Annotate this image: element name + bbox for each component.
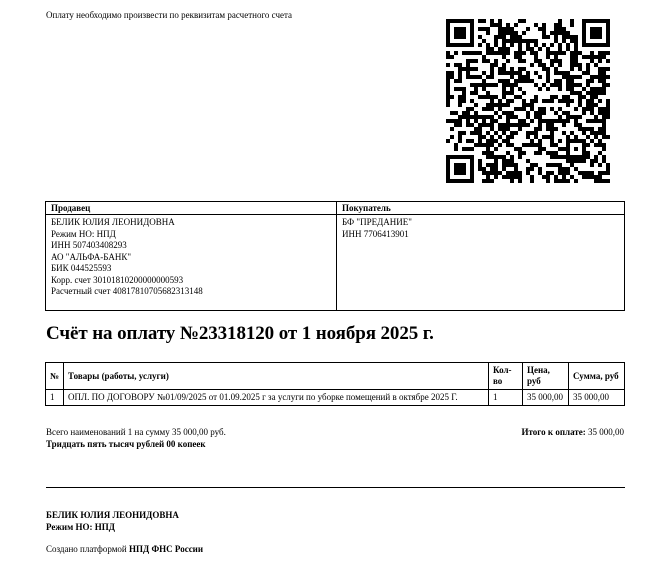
row-item-name: ОПЛ. ПО ДОГОВОРУ №01/09/2025 от 01.09.2025 г за услуги по уборке помещений в октябре 2025 Г. xyxy=(64,390,489,406)
row-number: 1 xyxy=(46,390,64,406)
seller-details xyxy=(46,215,337,311)
signature-divider xyxy=(46,487,625,488)
column-header-quantity: Кол-во xyxy=(489,363,523,390)
created-by-footer xyxy=(46,544,203,554)
items-table xyxy=(45,362,625,406)
seller-bank: АО "АЛЬФА-БАНК" xyxy=(51,251,132,262)
column-header-sum: Сумма, руб xyxy=(569,363,625,390)
footer-platform: НПД ФНС России xyxy=(129,544,204,554)
seller-bik: БИК 044525593 xyxy=(51,263,112,273)
column-header-number: № xyxy=(46,363,64,390)
seller-signature xyxy=(46,509,179,533)
signature-name: БЕЛИК ЮЛИЯ ЛЕОНИДОВНА xyxy=(46,510,179,520)
seller-account: Расчетный счет 40817810705682313148 xyxy=(51,286,203,296)
seller-name: БЕЛИК ЮЛИЯ ЛЕОНИДОВНА xyxy=(51,217,175,227)
row-sum: 35 000,00 xyxy=(569,390,625,406)
table-row xyxy=(46,390,625,406)
column-header-price: Цена, руб xyxy=(523,363,569,390)
invoice-title: Счёт на оплату №23318120 от 1 ноября 2025 г. xyxy=(46,323,434,344)
total-to-pay-label: Итого к оплате: xyxy=(521,427,586,437)
qr-code xyxy=(446,18,610,184)
row-quantity: 1 xyxy=(489,390,523,406)
buyer-details xyxy=(337,215,625,311)
signature-regime: Режим НО: НПД xyxy=(46,522,115,532)
total-to-pay xyxy=(521,427,624,437)
seller-inn: ИНН 507403408293 xyxy=(51,240,127,250)
parties-table xyxy=(45,201,625,311)
buyer-inn: ИНН 7706413901 xyxy=(342,228,409,239)
column-header-goods: Товары (работы, услуги) xyxy=(64,363,489,390)
row-price: 35 000,00 xyxy=(523,390,569,406)
buyer-header: Покупатель xyxy=(337,202,625,215)
total-count-text: Всего наименований 1 на сумму 35 000,00 руб. xyxy=(46,427,226,437)
total-in-words: Тридцать пять тысяч рублей 00 копеек xyxy=(46,439,206,449)
total-to-pay-value: 35 000,00 xyxy=(588,427,624,437)
seller-corr-account: Корр. счет 30101810200000000593 xyxy=(51,274,184,285)
footer-prefix: Создано платформой xyxy=(46,544,127,554)
seller-header: Продавец xyxy=(46,202,337,215)
payment-notice: Оплату необходимо произвести по реквизитам расчетного счета xyxy=(46,10,293,20)
buyer-name: БФ "ПРЕДАНИЕ" xyxy=(342,217,412,227)
seller-regime: Режим НО: НПД xyxy=(51,228,116,239)
